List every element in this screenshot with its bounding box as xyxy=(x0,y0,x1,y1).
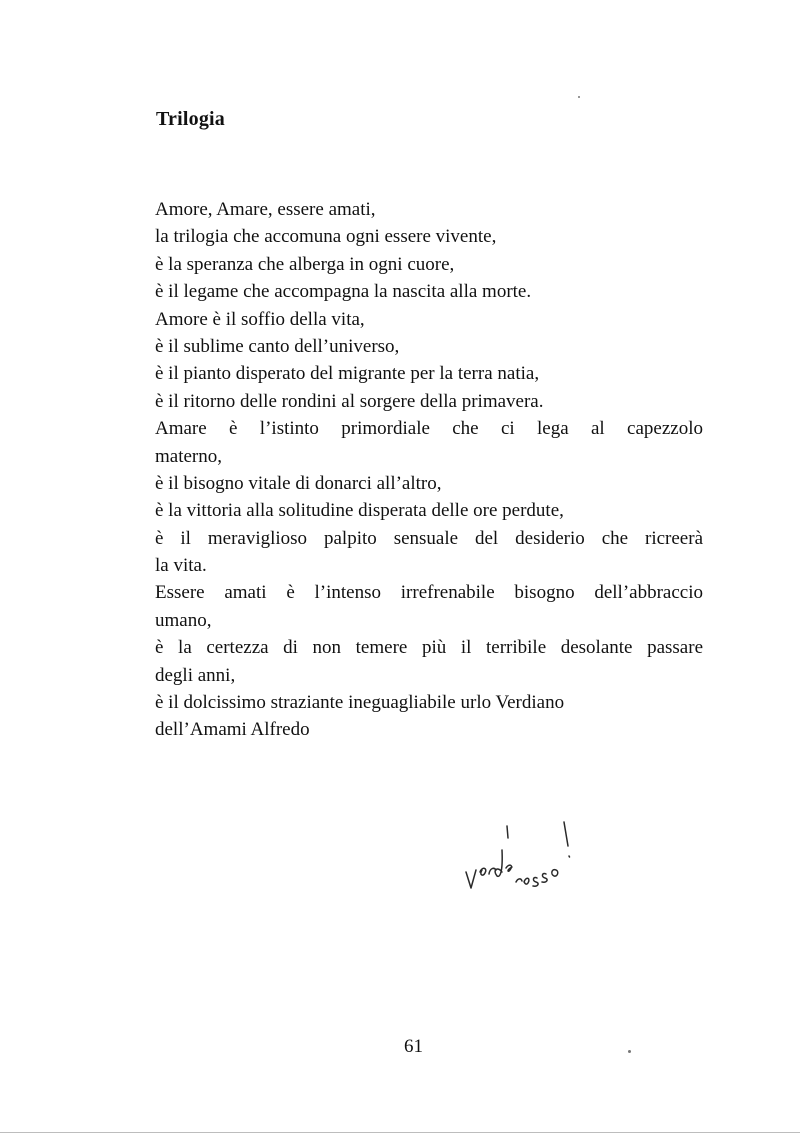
poem-line: è la certezza di non temere più il terribile desolante passare xyxy=(155,637,703,659)
poem-line: Essere amati è l’intenso irrefrenabile bisogno dell’abbraccio xyxy=(155,582,703,604)
poem-line: è il sublime canto dell’universo, xyxy=(155,335,400,357)
poem-line: umano, xyxy=(155,609,212,631)
poem-line: è il dolcissimo straziante ineguagliabile urlo Verdiano xyxy=(155,692,565,714)
poem-line: dell’Amami Alfredo xyxy=(155,719,310,741)
poem-line: è la vittoria alla solitudine disperata delle ore perdute, xyxy=(155,500,564,522)
poem-line: Amore è il soffio della vita, xyxy=(155,308,365,330)
poem-line: è il pianto disperato del migrante per la terra natia, xyxy=(155,363,540,385)
poem-title: Trilogia xyxy=(156,108,226,130)
poem-line: è il bisogno vitale di donarci all’altro, xyxy=(155,472,442,494)
poem-line: degli anni, xyxy=(155,664,236,686)
scan-speck xyxy=(578,96,580,98)
poem-line: materno, xyxy=(155,445,223,467)
poem-line: è il legame che accompagna la nascita alla morte. xyxy=(155,281,532,303)
handwritten-annotation xyxy=(458,810,598,900)
poem-line: la trilogia che accomuna ogni essere vivente, xyxy=(155,226,497,248)
page-number: 61 xyxy=(404,1036,423,1057)
poem-line: è la speranza che alberga in ogni cuore, xyxy=(155,253,455,275)
poem-line: è il meraviglioso palpito sensuale del desiderio che ricreerà xyxy=(155,527,703,549)
scan-edge-line xyxy=(0,1132,800,1133)
poem-line: la vita. xyxy=(155,555,207,577)
poem-line: Amore, Amare, essere amati, xyxy=(155,199,376,220)
poem-line: Amare è l’istinto primordiale che ci lega al capezzolo xyxy=(155,418,703,440)
poem-line: è il ritorno delle rondini al sorgere della primavera. xyxy=(155,390,544,412)
scan-speck xyxy=(628,1050,631,1053)
poem-body xyxy=(155,196,703,744)
